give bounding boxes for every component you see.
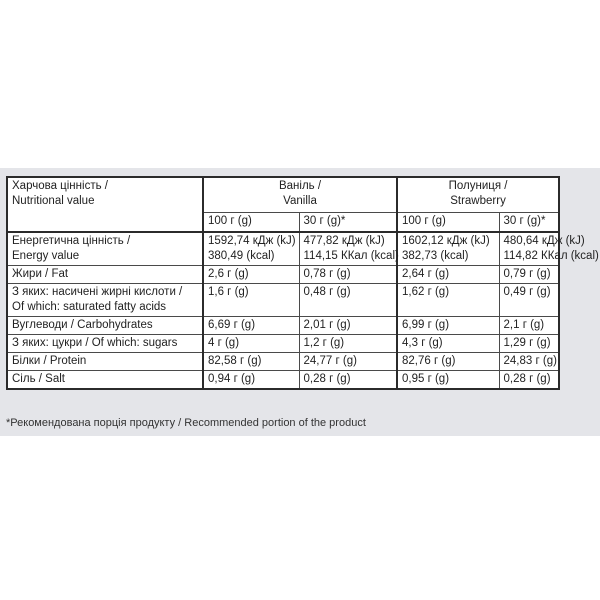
vanilla-per100-value: 0,94 г (g)	[203, 371, 299, 390]
strawberry-per100-value: 82,76 г (g)	[397, 353, 499, 371]
vanilla-per100-value: 1592,74 кДж (kJ) 380,49 (kcal)	[203, 232, 299, 266]
vanilla-per30-header: 30 г (g)*	[299, 213, 397, 233]
strawberry-per30-value: 24,83 г (g)	[499, 353, 559, 371]
vanilla-per100-value: 4 г (g)	[203, 335, 299, 353]
vanilla-per100-value: 6,69 г (g)	[203, 317, 299, 335]
strawberry-per100-value: 1602,12 кДж (kJ) 382,73 (kcal)	[397, 232, 499, 266]
nutrient-label: Енергетична цінність / Energy value	[7, 232, 203, 266]
vanilla-per30-value: 0,28 г (g)	[299, 371, 397, 390]
table-row	[7, 353, 559, 371]
strawberry-per100-value: 0,95 г (g)	[397, 371, 499, 390]
nutrition-header: Харчова цінність / Nutritional value	[7, 177, 203, 232]
table-row	[7, 335, 559, 353]
strawberry-per100-value: 1,62 г (g)	[397, 284, 499, 317]
strawberry-per100-value: 2,64 г (g)	[397, 266, 499, 284]
vanilla-per100-header: 100 г (g)	[203, 213, 299, 233]
vanilla-header: Ваніль / Vanilla	[203, 177, 397, 213]
strawberry-per30-value: 1,29 г (g)	[499, 335, 559, 353]
strawberry-per30-value: 2,1 г (g)	[499, 317, 559, 335]
nutrient-label: Жири / Fat	[7, 266, 203, 284]
vanilla-per30-value: 24,77 г (g)	[299, 353, 397, 371]
strawberry-per30-value: 480,64 кДж (kJ) 114,82 ККал (kcal)	[499, 232, 559, 266]
strawberry-header: Полуниця / Strawberry	[397, 177, 559, 213]
table-row	[7, 317, 559, 335]
nutrient-label: З яких: цукри / Of which: sugars	[7, 335, 203, 353]
strawberry-per100-value: 4,3 г (g)	[397, 335, 499, 353]
nutrient-label: Вуглеводи / Carbohydrates	[7, 317, 203, 335]
vanilla-per100-value: 1,6 г (g)	[203, 284, 299, 317]
footnote: *Рекомендована порція продукту / Recommended portion of the product	[6, 417, 366, 429]
strawberry-per100-value: 6,99 г (g)	[397, 317, 499, 335]
strawberry-per30-header: 30 г (g)*	[499, 213, 559, 233]
nutrition-table	[6, 176, 599, 390]
strawberry-per100-header: 100 г (g)	[397, 213, 499, 233]
nutrient-label: Сіль / Salt	[7, 371, 203, 390]
vanilla-per100-value: 82,58 г (g)	[203, 353, 299, 371]
vanilla-per100-value: 2,6 г (g)	[203, 266, 299, 284]
table-row	[7, 371, 559, 390]
vanilla-per30-value: 477,82 кДж (kJ) 114,15 ККал (kcal)	[299, 232, 397, 266]
vanilla-per30-value: 0,78 г (g)	[299, 266, 397, 284]
table-row	[7, 284, 559, 317]
nutrient-label: З яких: насичені жирні кислоти / Of which: saturated fatty acids	[7, 284, 203, 317]
vanilla-per30-value: 1,2 г (g)	[299, 335, 397, 353]
strawberry-per30-value: 0,79 г (g)	[499, 266, 559, 284]
table-row	[7, 266, 559, 284]
table-row	[7, 232, 559, 266]
nutrient-label: Білки / Protein	[7, 353, 203, 371]
vanilla-per30-value: 2,01 г (g)	[299, 317, 397, 335]
strawberry-per30-value: 0,28 г (g)	[499, 371, 559, 390]
vanilla-per30-value: 0,48 г (g)	[299, 284, 397, 317]
strawberry-per30-value: 0,49 г (g)	[499, 284, 559, 317]
